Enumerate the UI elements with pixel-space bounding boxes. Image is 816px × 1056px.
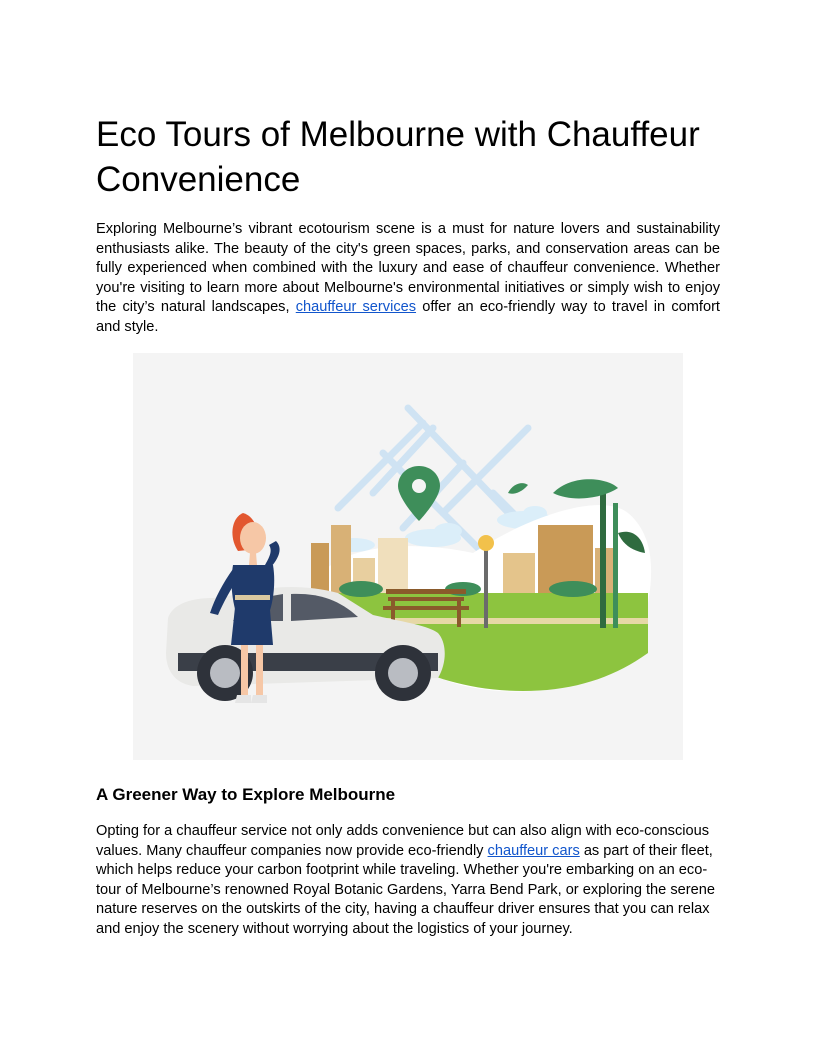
section-text-start: Opting for a chauffeur service not only adds convenience but can also align with eco-conscious values. Many chauffeur companies now provide eco-friendly <box>96 823 710 859</box>
chauffeur-cars-link[interactable]: chauffeur cars <box>487 842 580 859</box>
section-text-end: as part of their fleet, which helps reduce your carbon footprint while traveling. Whether you're embarking on an eco-tour of Melbourne’s renowned Royal Botanic Gardens, Yarra Bend Park, or exploring the serene nature reserves on the outskirts of the city, having a chauffeur driver ensures that you can relax and enjoy the scenery without worrying about the logistics of your journey. <box>96 842 715 937</box>
chauffeur-eco-illustration <box>133 353 683 760</box>
intro-paragraph <box>96 220 720 338</box>
section-paragraph <box>96 822 720 940</box>
intro-text-start: Exploring Melbourne’s vibrant ecotourism scene is a must for nature lovers and sustainability enthusiasts alike. The beauty of the city's green spaces, parks, and conservation areas can be fully experienced when combined with the luxury and ease of chauffeur convenience. Whether you're visiting to learn more about Melbourne's environmental initiatives or simply wish to enjoy the city’s natural landscapes, <box>96 221 720 316</box>
intro-text-end: offer an eco-friendly way to travel in comfort and style. <box>96 299 720 335</box>
chauffeur-services-link[interactable]: chauffeur services <box>295 299 417 316</box>
page-title: Eco Tours of Melbourne with Chauffeur Convenience <box>96 115 700 199</box>
section-heading: A Greener Way to Explore Melbourne <box>96 785 396 804</box>
